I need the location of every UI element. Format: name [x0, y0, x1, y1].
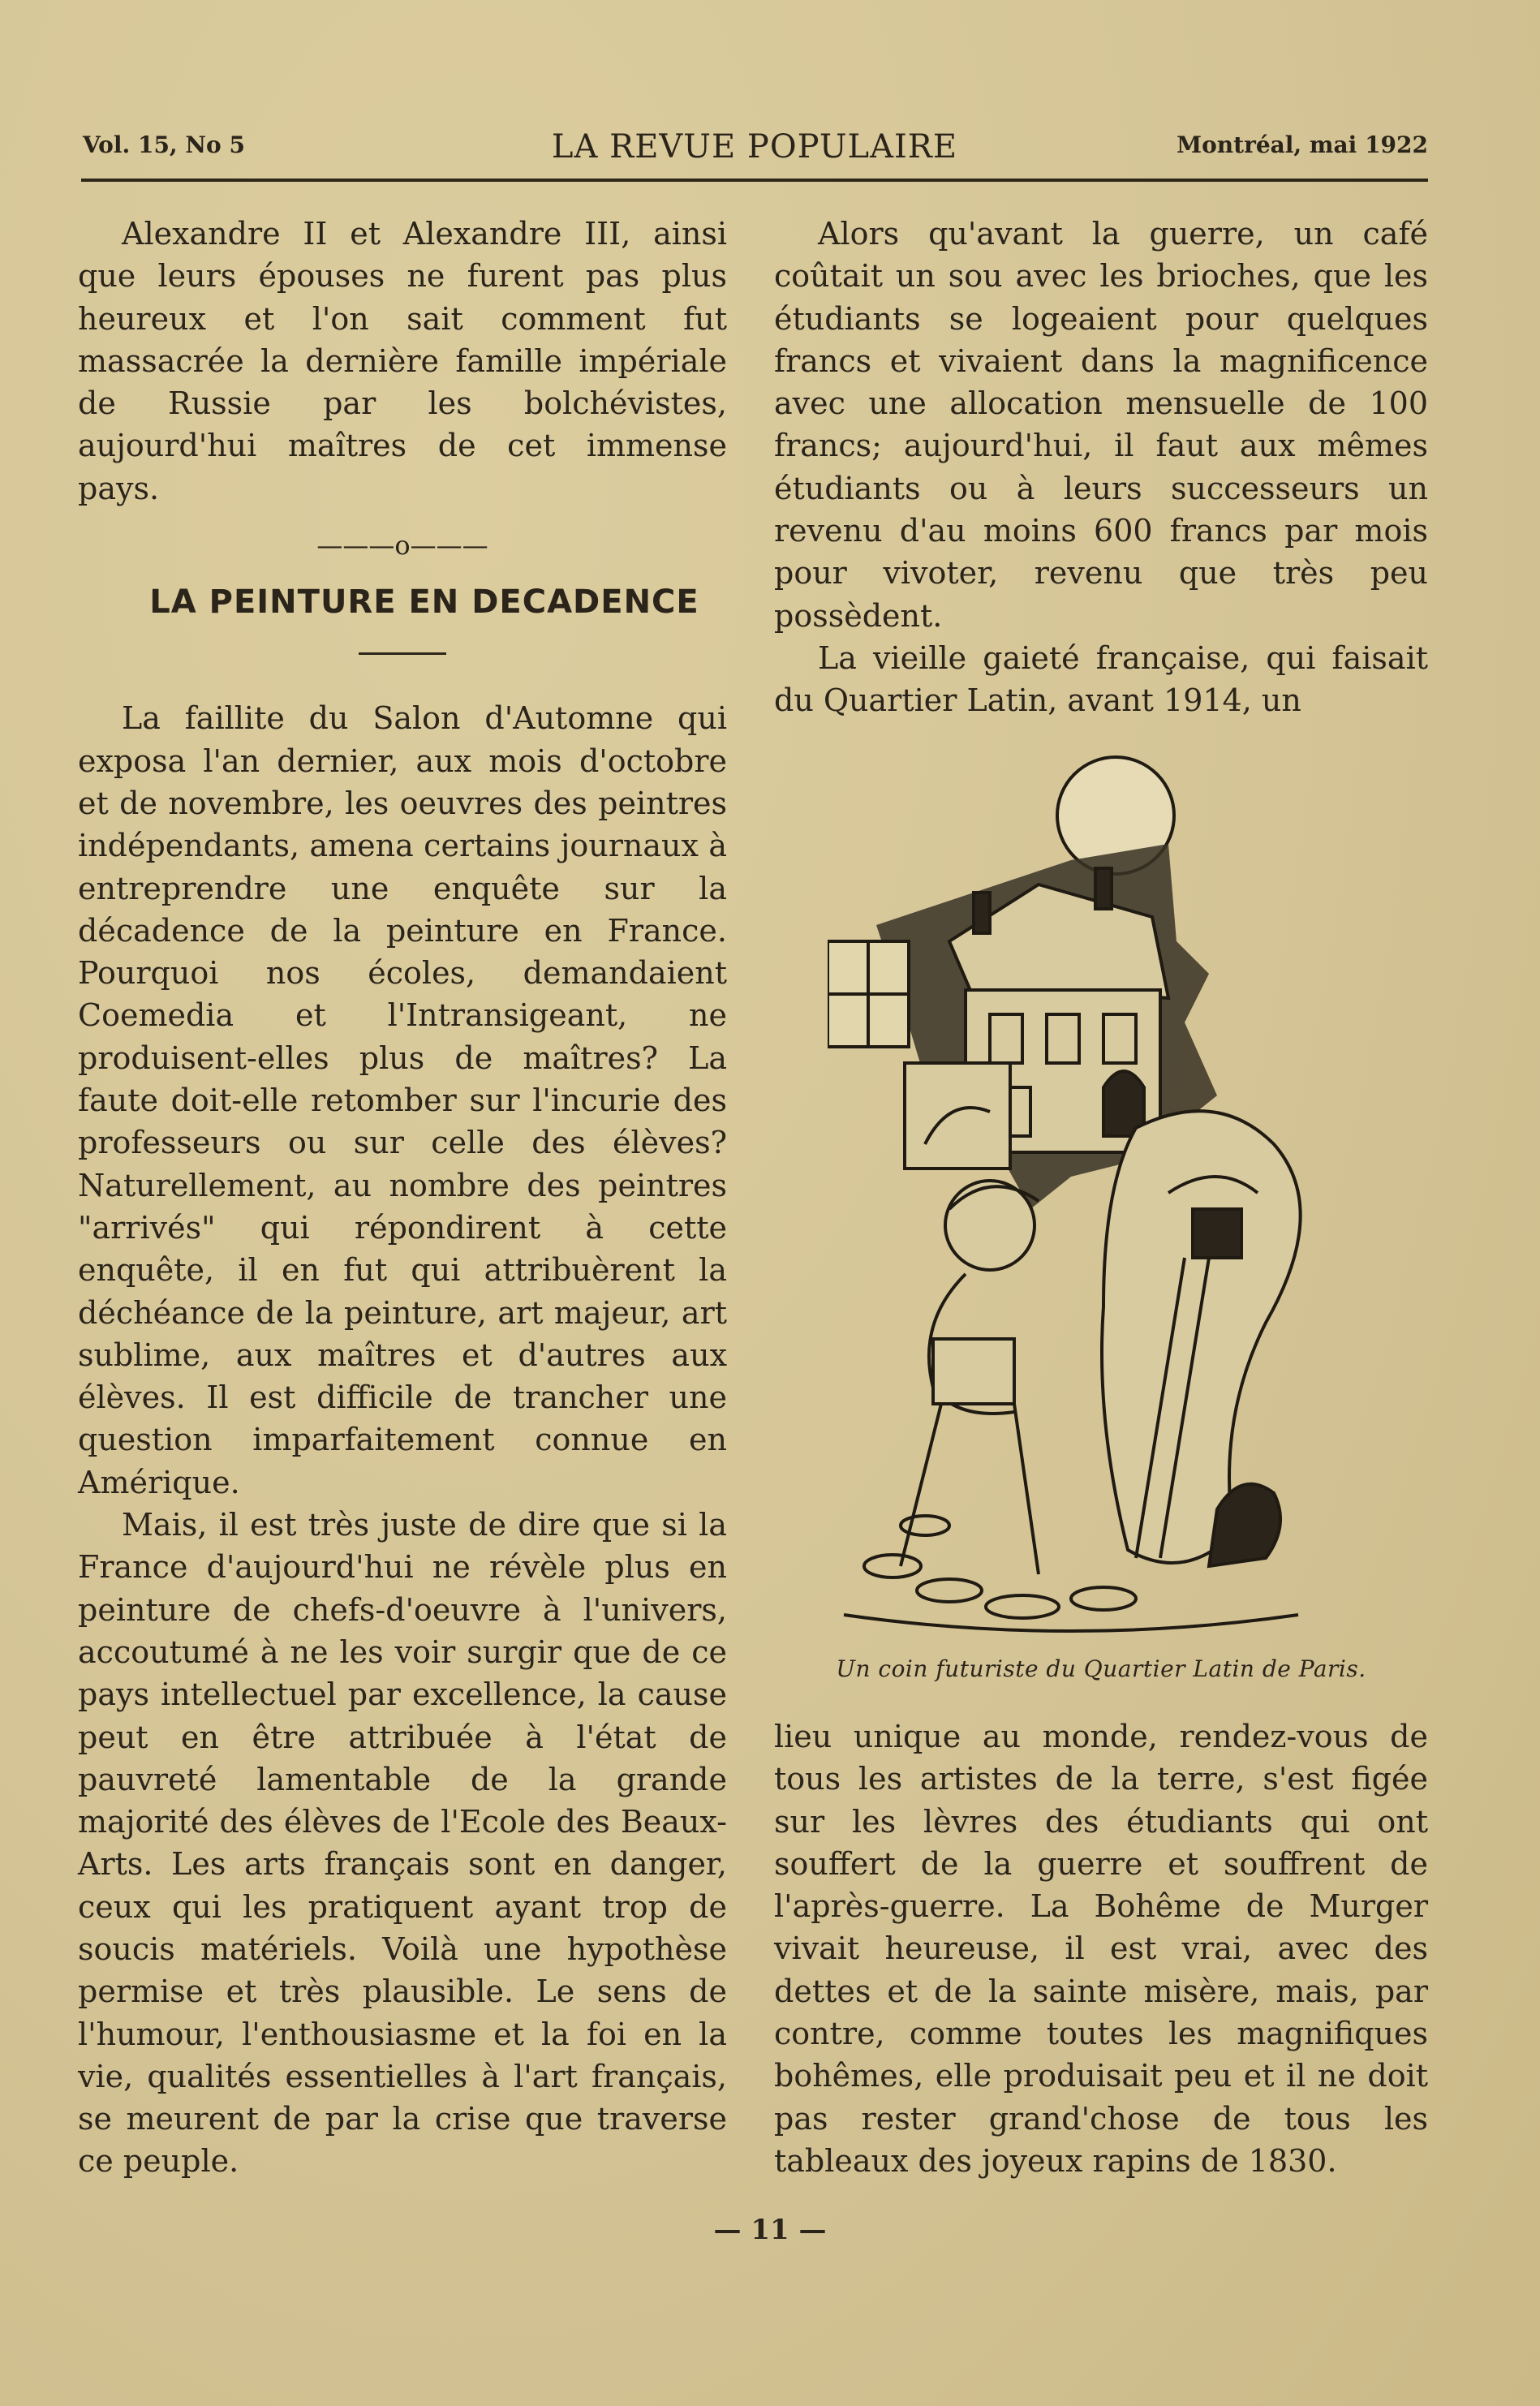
page-number: — 11 —: [713, 2214, 827, 2246]
article-paragraph: Alors qu'avant la guerre, un café coûtait un sou avec les brioches, que les étudiants se logeaient pour quelques francs et vivaient dans la magnificence avec une allocation mensuelle de 100 francs; aujourd'hui, il faut aux mêmes étudiants ou à leurs successeurs un revenu d'au moins 600 francs par mois pour vivoter, revenu que très peu possèdent.: [774, 216, 1428, 634]
right-column-bottom: [774, 1715, 1428, 2182]
volume-number: Vol. 15, No 5: [83, 131, 245, 158]
left-column: [78, 213, 727, 2183]
section-separator: ———o———: [316, 530, 488, 562]
page-header: [81, 122, 1428, 182]
title-rule: [359, 652, 446, 655]
intro-paragraph: Alexandre II et Alexandre III, ainsi que leurs épouses ne furent pas plus heureux et l'on sait comment fut massacrée la dernière famille impériale de Russie par les bolchévistes, aujourd'hui maîtres de cet immense pays.: [78, 216, 727, 506]
publication-date: Montréal, mai 1922: [1177, 131, 1428, 158]
futurist-illustration: [828, 755, 1363, 1647]
article-paragraph: La vieille gaieté française, qui faisait du Quartier Latin, avant 1914, un: [774, 639, 1428, 719]
publication-title: LA REVUE POPULAIRE: [551, 128, 958, 166]
article-paragraph: La faillite du Salon d'Automne qui exposa l'an dernier, aux mois d'octobre et de novembre, les oeuvres des peintres indépendants, amena certains journaux à entreprendre une enquête sur la décadence de la peinture en France. Pourquoi nos écoles, demandaient Coemedia et l'Intransigeant, ne produisent-elles plus de maîtres? La faute doit-elle retomber sur l'incurie des professeurs ou sur celle des élèves? Naturellement, au nombre des peintres "arrivés" qui répondirent à cette enquête, il en fut qui attribuèrent la déchéance de la peinture, art majeur, art sublime, aux maîtres et d'autres aux élèves. Il est difficile de trancher une question imparfaitement connue en Amérique.: [78, 700, 727, 1500]
illustration-caption: Un coin futuriste du Quartier Latin de Paris.: [836, 1655, 1366, 1682]
article-paragraph: lieu unique au monde, rendez-vous de tous les artistes de la terre, s'est figée sur les lèvres des étudiants qui ont souffert de la guerre et souffrent de l'après-guerre. La Bohême de Murger vivait heureuse, il est vrai, avec des dettes et de la sainte misère, mais, par contre, comme toutes les magnifiques bohêmes, elle produisait peu et il ne doit pas rester grand'chose de tous les tableaux des joyeux rapins de 1830.: [774, 1719, 1428, 2179]
article-title: LA PEINTURE EN DECADENCE: [149, 583, 699, 622]
right-column-top: [774, 213, 1428, 722]
article-paragraph: Mais, il est très juste de dire que si la France d'aujourd'hui ne révèle plus en peinture de chefs-d'oeuvre à l'univers, accoutumé à ne les voir surgir que de ce pays intellectuel par excellence, la cause peut en être attribuée à l'état de pauvreté lamentable de la grande majorité des élèves de l'Ecole des Beaux-Arts. Les arts français sont en danger, ceux qui les pratiquent ayant trop de soucis matériels. Voilà une hypothèse permise et très plausible. Le sens de l'humour, l'enthousiasme et la foi en la vie, qualités essentielles à l'art français, se meurent de par la crise que traverse ce peuple.: [78, 1507, 727, 2180]
